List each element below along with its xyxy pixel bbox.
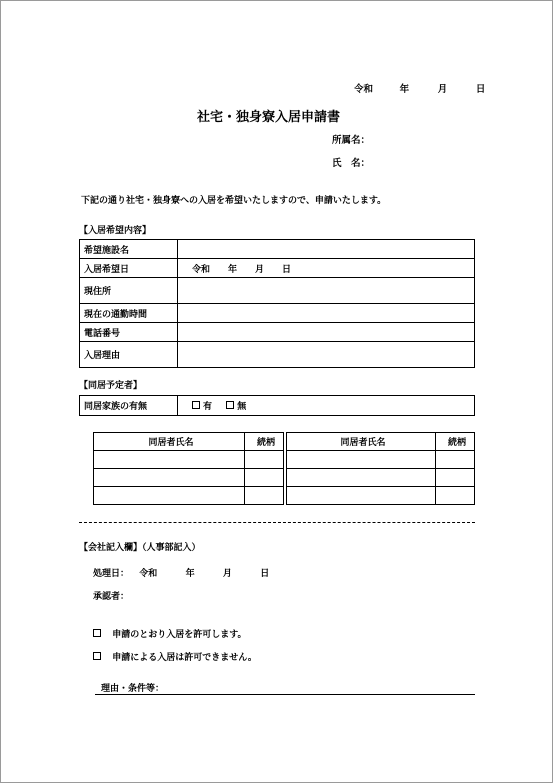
row-label: 現住所: [80, 278, 178, 304]
table-row: [80, 278, 475, 304]
cohabitant-table-right: [286, 432, 475, 505]
table-row: [80, 240, 475, 259]
page-title: 社宅・独身寮入居申請書: [197, 110, 341, 125]
processing-date-label: 処理日：: [93, 569, 130, 579]
row-label: 希望施設名: [80, 240, 178, 259]
application-table: [79, 239, 475, 368]
header-relation: 続柄: [436, 433, 475, 451]
phone-number-field[interactable]: [178, 323, 475, 342]
reason-label: 理由・条件等：: [101, 684, 165, 694]
family-label: 同居家族の有無: [80, 396, 178, 416]
table-row: [94, 487, 284, 505]
option-deny-label: 申請による入居は許可できません。: [112, 653, 257, 663]
section-company-heading: 【会社記入欄】（人事部記入）: [79, 543, 201, 553]
checkbox-icon[interactable]: [93, 629, 101, 637]
name-label: 氏 名：: [332, 158, 371, 169]
relation-cell[interactable]: [245, 487, 284, 505]
option-approve-label: 申請のとおり入居を許可します。: [112, 630, 247, 640]
date-month: 月: [437, 84, 448, 95]
section-cohabitant-heading: 【同居予定者】: [79, 381, 143, 391]
header-name: 同居者氏名: [94, 433, 245, 451]
checkbox-icon[interactable]: [192, 401, 200, 409]
table-row: [94, 469, 284, 487]
processing-date-month: 月: [222, 569, 232, 579]
checkbox-icon[interactable]: [93, 652, 101, 660]
affiliation-label: 所属名：: [332, 135, 371, 146]
cohabitant-name-cell[interactable]: [287, 451, 436, 469]
cohabitant-name-cell[interactable]: [287, 487, 436, 505]
checkbox-icon[interactable]: [226, 401, 234, 409]
processing-date-year: 年: [185, 569, 195, 579]
processing-date: [93, 566, 269, 579]
table-row: [80, 304, 475, 323]
desired-facility-field[interactable]: [178, 240, 475, 259]
row-label: 電話番号: [80, 323, 178, 342]
row-label: 入居理由: [80, 342, 178, 368]
option-deny[interactable]: [93, 650, 257, 663]
option-approve[interactable]: [93, 627, 247, 640]
commute-time-field[interactable]: [178, 304, 475, 323]
table-row: [80, 396, 475, 416]
move-in-reason-field[interactable]: [178, 342, 475, 368]
header-name: 同居者氏名: [287, 433, 436, 451]
cohabitant-table-left: [93, 432, 284, 505]
table-row: [94, 451, 284, 469]
current-address-field[interactable]: [178, 278, 475, 304]
date-day: 日: [475, 84, 486, 95]
cohabitant-name-cell[interactable]: [94, 451, 245, 469]
intro-text: 下記の通り社宅・独身寮への入居を希望いたしますので、申請いたします。: [81, 196, 387, 206]
processing-date-era: 令和: [139, 569, 158, 579]
table-row: [80, 259, 475, 278]
dashed-divider: [79, 522, 475, 523]
relation-cell[interactable]: [436, 487, 475, 505]
reason-underline: [95, 694, 475, 695]
cohabitant-name-cell[interactable]: [94, 487, 245, 505]
approver-label: 承認者：: [93, 592, 130, 602]
table-row: [287, 469, 475, 487]
date-year: 年: [399, 84, 410, 95]
relation-cell[interactable]: [436, 469, 475, 487]
cohabitant-name-cell[interactable]: [94, 469, 245, 487]
row-label: 現在の通勤時間: [80, 304, 178, 323]
section-application-heading: 【入居希望内容】: [79, 226, 152, 236]
table-row: [80, 323, 475, 342]
row-label: 入居希望日: [80, 259, 178, 278]
table-row: [287, 487, 475, 505]
option-yes-label: 有: [203, 402, 213, 412]
table-row: [80, 342, 475, 368]
date-header: [354, 81, 485, 95]
date-era: 令和: [354, 84, 374, 95]
relation-cell[interactable]: [436, 451, 475, 469]
header-relation: 続柄: [245, 433, 284, 451]
processing-date-day: 日: [260, 569, 270, 579]
family-table: [79, 395, 475, 416]
desired-date-field[interactable]: 令和 年 月 日: [178, 259, 475, 278]
table-row: [94, 433, 284, 451]
relation-cell[interactable]: [245, 469, 284, 487]
cohabitant-name-cell[interactable]: [287, 469, 436, 487]
table-row: [287, 451, 475, 469]
option-no-label: 無: [237, 402, 247, 412]
table-row: [287, 433, 475, 451]
family-options: [178, 396, 475, 416]
relation-cell[interactable]: [245, 451, 284, 469]
